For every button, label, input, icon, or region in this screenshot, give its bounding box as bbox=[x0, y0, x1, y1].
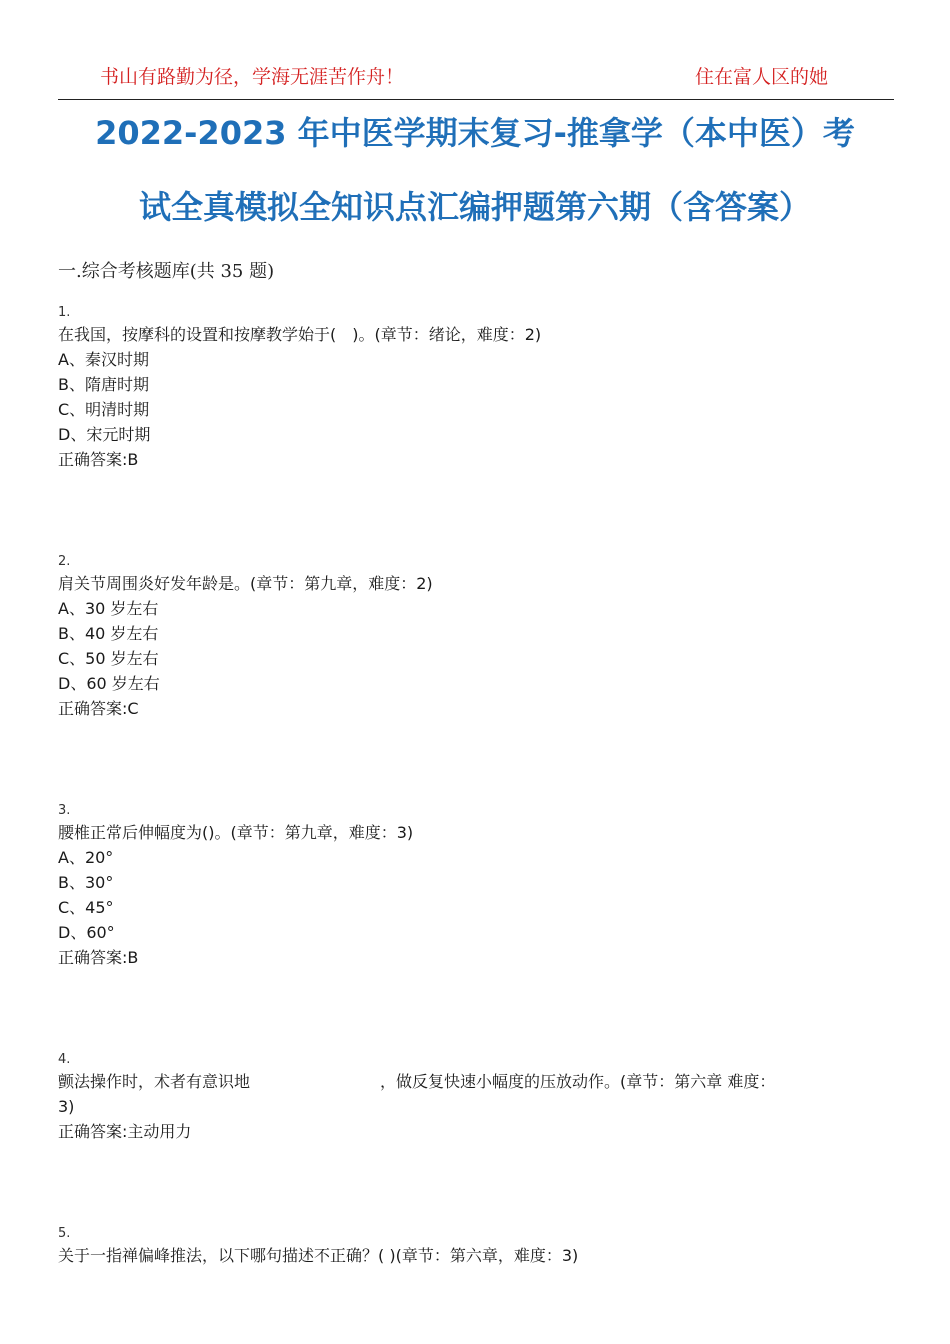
question-number: 4. bbox=[58, 1052, 71, 1067]
question-stem: 肩关节周围炎好发年龄是。(章节：第九章，难度：2) bbox=[58, 574, 433, 593]
question-number: 5. bbox=[58, 1226, 71, 1241]
question-number: 1. bbox=[58, 305, 71, 320]
answer: 正确答案:B bbox=[58, 450, 139, 469]
question-number: 3. bbox=[58, 803, 71, 818]
option-d: D、宋元时期 bbox=[58, 425, 151, 444]
stem-part-1: 颤法操作时，术者有意识地 bbox=[58, 1072, 251, 1091]
option-d: D、60 岁左右 bbox=[58, 674, 160, 693]
option-b: B、隋唐时期 bbox=[58, 375, 149, 394]
question-stem: 关于一指禅偏峰推法，以下哪句描述不正确？( )(章节：第六章，难度：3) bbox=[58, 1246, 579, 1265]
option-c: C、明清时期 bbox=[58, 400, 150, 419]
option-c: C、45° bbox=[58, 898, 114, 917]
stem-continuation: 3) bbox=[58, 1097, 75, 1116]
title-line-1: 2022-2023 年中医学期末复习-推拿学（本中医）考 bbox=[95, 114, 855, 152]
question-1 bbox=[58, 304, 898, 472]
option-a: A、秦汉时期 bbox=[58, 350, 149, 369]
document-title bbox=[50, 96, 900, 244]
answer: 正确答案:C bbox=[58, 699, 139, 718]
option-a: A、30 岁左右 bbox=[58, 599, 159, 618]
question-stem: 腰椎正常后伸幅度为()。(章节：第九章，难度：3) bbox=[58, 823, 414, 842]
stem-part-2: ，做反复快速小幅度的压放动作。(章节：第六章 难度： bbox=[380, 1072, 776, 1091]
option-b: B、40 岁左右 bbox=[58, 624, 159, 643]
option-a: A、20° bbox=[58, 848, 114, 867]
section-heading: 一.综合考核题库(共 35 题) bbox=[58, 261, 275, 282]
question-4 bbox=[58, 1051, 898, 1144]
question-2 bbox=[58, 553, 898, 721]
answer: 正确答案:B bbox=[58, 948, 139, 967]
page-header bbox=[0, 62, 950, 98]
question-3 bbox=[58, 802, 898, 970]
option-b: B、30° bbox=[58, 873, 114, 892]
question-5 bbox=[58, 1225, 898, 1268]
header-left-motto: 书山有路勤为径，学海无涯苦作舟！ bbox=[100, 66, 405, 88]
option-d: D、60° bbox=[58, 923, 115, 942]
option-c: C、50 岁左右 bbox=[58, 649, 159, 668]
question-number: 2. bbox=[58, 554, 71, 569]
title-line-2: 试全真模拟全知识点汇编押题第六期（含答案） bbox=[138, 188, 811, 226]
header-right-motto: 住在富人区的她 bbox=[695, 66, 829, 88]
question-stem: 在我国，按摩科的设置和按摩教学始于( )。(章节：绪论，难度：2) bbox=[58, 325, 542, 344]
answer: 正确答案:主动用力 bbox=[58, 1122, 192, 1141]
question-stem bbox=[58, 1069, 898, 1094]
